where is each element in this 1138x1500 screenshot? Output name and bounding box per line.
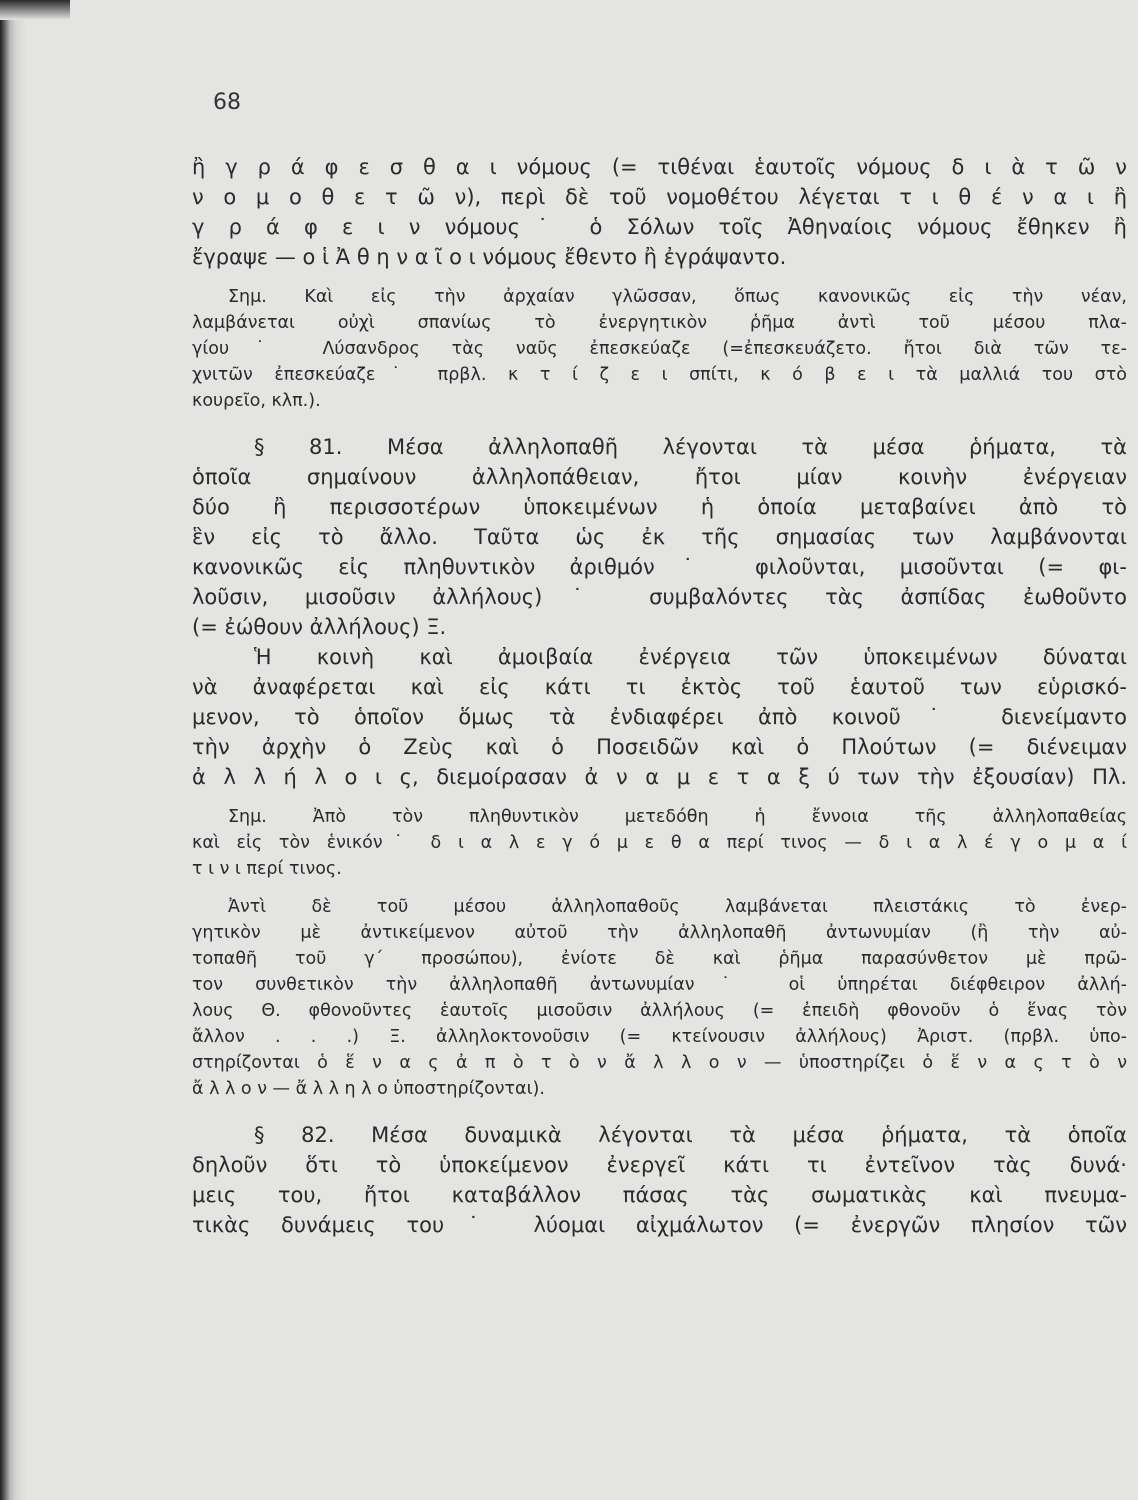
text-line: χνιτῶν ἐπεσκεύαζε˙ πρβλ. κ τ ί ζ ε ι σπίτι, κ ό β ε ι τὰ μαλλιά του στὸ <box>192 365 1127 385</box>
text-line: κουρεῖο, κλπ.). <box>192 391 321 411</box>
text-line: καὶ εἰς τὸν ἑνικόν˙ δ ι α λ ε γ ό μ ε θ α περί τινος — δ ι α λ έ γ ο μ α ί <box>192 833 1127 853</box>
text-line: ἢ γ ρ ά φ ε σ θ α ι νόμους (= τιθέναι ἑαυτοῖς νόμους δ ι ὰ τ ῶ ν <box>192 155 1127 179</box>
text-line: δηλοῦν ὅτι τὸ ὑποκείμενον ἐνεργεῖ κάτι τι ἐντεῖνον τὰς δυνά· <box>192 1153 1127 1177</box>
text-line: μενον, τὸ ὁποῖον ὅμως τὰ ἐνδιαφέρει ἀπὸ κοινοῦ˙ διενείμαντο <box>192 705 1127 729</box>
text-line: τὴν ἀρχὴν ὁ Ζεὺς καὶ ὁ Ποσειδῶν καὶ ὁ Πλούτων (= διένειμαν <box>192 735 1127 759</box>
text-line: (= ἐώθουν ἀλλήλους) Ξ. <box>192 615 447 639</box>
text-line: ἀ λ λ ή λ ο ι ς, διεμοίρασαν ἀ ν α μ ε τ α ξ ύ των τὴν ἐξουσίαν) Πλ. <box>192 765 1127 789</box>
text-line: νὰ ἀναφέρεται καὶ εἰς κάτι τι ἐκτὸς τοῦ ἑαυτοῦ των εὑρισκό- <box>192 675 1127 699</box>
section-heading-82: § 82. Μέσα δυναμικὰ λέγονται τὰ μέσα ῥήματα, τὰ ὁποῖα <box>254 1123 1127 1147</box>
section-81 <box>192 432 1127 642</box>
text-line: τικὰς δυνάμεις του˙ λύομαι αἰχμάλωτον (= ἐνεργῶν πλησίον τῶν <box>192 1213 1127 1237</box>
text-line: Ἀντὶ δὲ τοῦ μέσου ἀλληλοπαθοῦς λαμβάνεται πλειστάκις τὸ ἐνερ- <box>228 897 1127 917</box>
text-line: ὁποῖα σημαίνουν ἀλληλοπάθειαν, ἤτοι μίαν κοινὴν ἐνέργειαν <box>192 465 1127 489</box>
text-line: τ ι ν ι περί τινος. <box>192 859 342 879</box>
page-edge-shadow <box>0 0 70 20</box>
note-singular <box>192 804 1127 882</box>
text-line: δύο ἢ περισσοτέρων ὑποκειμένων ἡ ὁποία μεταβαίνει ἀπὸ τὸ <box>192 495 1127 519</box>
section-82 <box>192 1120 1127 1240</box>
paragraph-reciprocal <box>192 642 1127 792</box>
text-line: λοῦσιν, μισοῦσιν ἀλλήλους)˙ συμβαλόντες τὰς ἀσπίδας ἐωθοῦντο <box>192 585 1127 609</box>
page-number: 68 <box>213 90 241 115</box>
text-line: λαμβάνεται οὐχὶ σπανίως τὸ ἐνεργητικὸν ῥῆμα ἀντὶ τοῦ μέσου πλα- <box>192 313 1127 333</box>
text-line: Σημ. Καὶ εἰς τὴν ἀρχαίαν γλῶσσαν, ὅπως κανονικῶς εἰς τὴν νέαν, <box>228 287 1127 307</box>
text-line: γ ρ ά φ ε ι ν νόμους˙ ὁ Σόλων τοῖς Ἀθηναίοις νόμους ἔθηκεν ἢ <box>192 215 1127 239</box>
text-line: κανονικῶς εἰς πληθυντικὸν ἀριθμόν˙ φιλοῦνται, μισοῦνται (= φι- <box>192 555 1127 579</box>
text-line: τοπαθῆ τοῦ γ΄ προσώπου), ἐνίοτε δὲ καὶ ῥῆμα παρασύνθετον μὲ πρῶ- <box>192 949 1127 969</box>
text-line: γητικὸν μὲ ἀντικείμενον αὐτοῦ τὴν ἀλληλοπαθῆ ἀντωνυμίαν (ἢ τὴν αὐ- <box>192 923 1127 943</box>
note-active-for-middle <box>192 284 1127 414</box>
text-line: ἔγραψε — ο ἱ Ἀ θ η ν α ῖ ο ι νόμους ἔθεντο ἢ ἐγράψαντο. <box>192 245 787 269</box>
text-line: ν ο μ ο θ ε τ ῶ ν), περὶ δὲ τοῦ νομοθέτου λέγεται τ ι θ έ ν α ι ἢ <box>192 185 1127 209</box>
section-heading-81: § 81. Μέσα ἀλληλοπαθῆ λέγονται τὰ μέσα ῥήματα, τὰ <box>254 435 1127 459</box>
paragraph-laws <box>192 152 1127 272</box>
page-body <box>192 152 1127 1240</box>
text-line: μεις του, ἤτοι καταβάλλον πάσας τὰς σωματικὰς καὶ πνευμα- <box>192 1183 1127 1207</box>
text-line: ἄλλον . . .) Ξ. ἀλληλοκτονοῦσιν (= κτείνουσιν ἀλλήλους) Ἀριστ. (πρβλ. ὑπο- <box>192 1027 1127 1047</box>
text-line: ἄ λ λ ο ν — ἄ λ λ η λ ο ὑποστηρίζονται). <box>192 1079 545 1099</box>
text-line: λους Θ. φθονοῦντες ἑαυτοῖς μισοῦσιν ἀλλήλους (= ἐπειδὴ φθονοῦν ὁ ἕνας τὸν <box>192 1001 1127 1021</box>
text-line: ἓν εἰς τὸ ἄλλο. Ταῦτα ὡς ἐκ τῆς σημασίας των λαμβάνονται <box>192 525 1127 549</box>
text-line: τον συνθετικὸν τὴν ἀλληλοπαθῆ ἀντωνυμίαν˙ οἱ ὑπηρέται διέφθειρον ἀλλή- <box>192 975 1127 995</box>
book-spine-shadow <box>0 0 26 1500</box>
text-line: Σημ. Ἀπὸ τὸν πληθυντικὸν μετεδόθη ἡ ἔννοια τῆς ἀλληλοπαθείας <box>228 807 1127 827</box>
text-line: στηρίζονται ὁ ἕ ν α ς ἀ π ὸ τ ὸ ν ἄ λ λ ο ν — ὑποστηρίζει ὁ ἕ ν α ς τ ὸ ν <box>192 1053 1127 1073</box>
paragraph-active-reciprocal <box>192 894 1127 1102</box>
text-line: Ἡ κοινὴ καὶ ἀμοιβαία ἐνέργεια τῶν ὑποκειμένων δύναται <box>254 645 1127 669</box>
text-line: γίου˙ Λύσανδρος τὰς ναῦς ἐπεσκεύαζε (=ἐπεσκευάζετο. ἤτοι διὰ τῶν τε- <box>192 339 1127 359</box>
